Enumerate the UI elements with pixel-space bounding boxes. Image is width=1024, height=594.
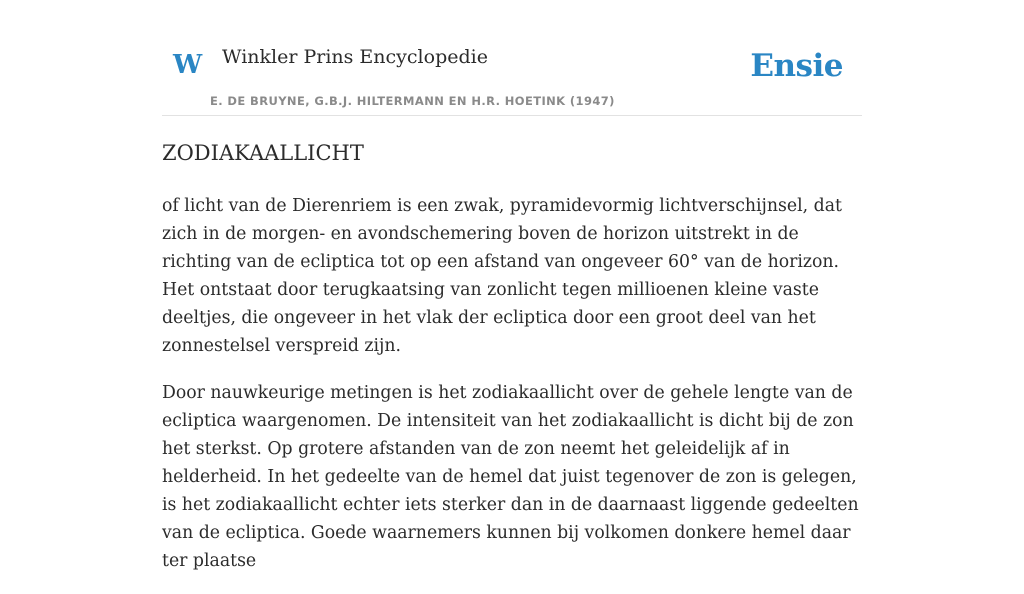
publication-title[interactable]: Winkler Prins Encyclopedie [222, 46, 488, 68]
entry-paragraph-2: Door nauwkeurige metingen is het zodiakaallicht over de gehele lengte van de ecliptica waargenomen. De intensiteit van het zodiakaallicht is dicht bij de zon het sterkst. Op grotere afstanden van de zon neemt het geleidelijk af in helderheid. In het gedeelte van de hemel dat juist tegenover de zon is gelegen, is het zodiakaallicht echter iets sterker dan in de daarnaast liggende gedeelten van de ecliptica. Goede waarnemers kunnen bij volkomen donkere hemel daar ter plaatse [162, 383, 859, 571]
publication-authors: E. DE BRUYNE, G.B.J. HILTERMANN EN H.R. HOETINK (1947) [210, 94, 615, 108]
ensie-logo[interactable]: Ensie [750, 48, 843, 84]
content-column [162, 0, 862, 571]
publication-logo-icon[interactable]: W [173, 50, 203, 80]
publication-header [162, 0, 862, 116]
entry-body [162, 192, 862, 594]
entry-paragraph-1: of licht van de Dierenriem is een zwak, pyramidevormig lichtverschijnsel, dat zich in de morgen- en avondschemering boven de horizon uitstrekt in de richting van de ecliptica tot op een afstand van ongeveer 60° van de horizon. Het ontstaat door terugkaatsing van zonlicht tegen millioenen kleine vaste deeltjes, die ongeveer in het vlak der ecliptica door een groot deel van het zonnestelsel verspreid zijn. [162, 196, 842, 356]
entry-title: ZODIAKAALLICHT [162, 141, 364, 165]
